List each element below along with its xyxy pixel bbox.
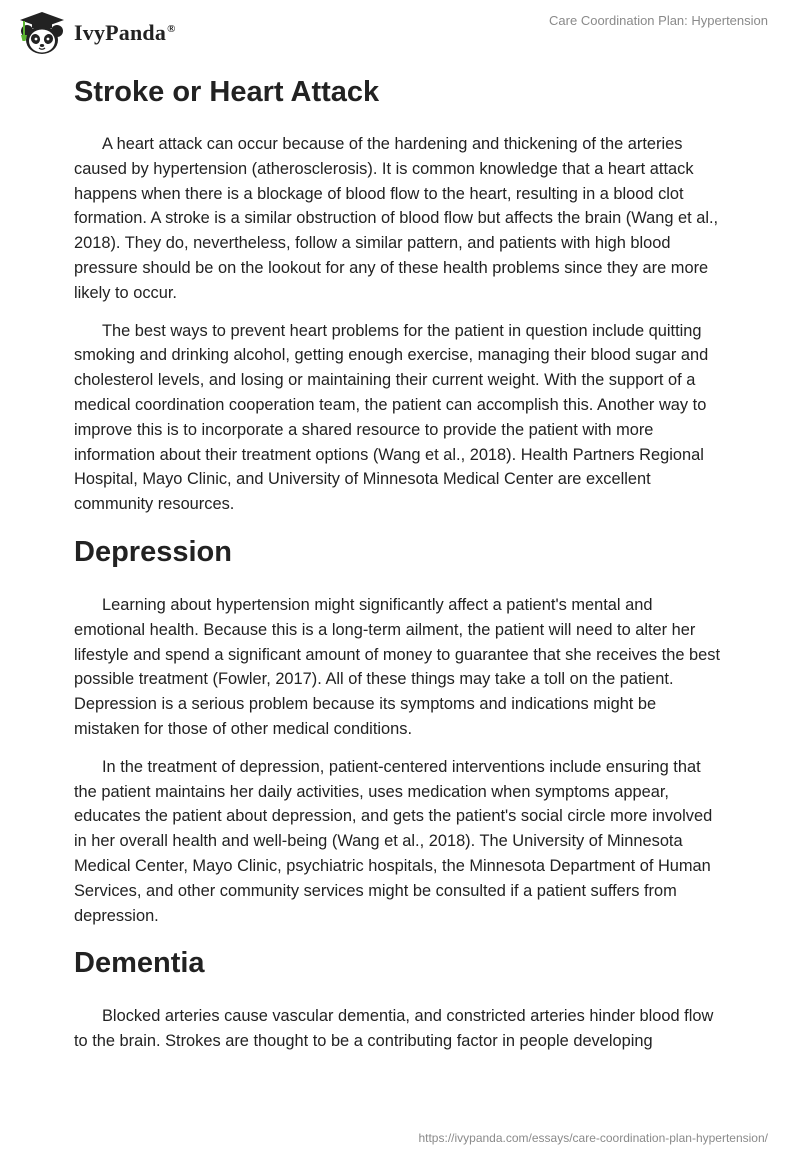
paragraph: Learning about hypertension might significantly affect a patient's mental and emotional health. Because this is a long-term ailment, the patient will need to alter her lifestyle and spend a significant amount of money to guarantee that she receives the best possible treatment (Fowler, 2017). All of these things may take a toll on the patient. Depression is a serious problem because its symptoms and indications might be mistaken for those of other medical conditions. [74, 595, 721, 738]
panda-graduation-cap-icon [14, 8, 70, 58]
logo[interactable] [14, 8, 176, 58]
paragraph: The best ways to prevent heart problems for the patient in question include quitting smoking and drinking alcohol, getting enough exercise, managing their blood sugar and cholesterol levels, and losing or maintaining their current weight. With the support of a medical coordination cooperation team, the patient can accomplish this. Another way to improve this is to incorporate a shared resource to provide the patient with more information about their treatment options (Wang et al., 2018). Health Partners Regional Hospital, Mayo Clinic, and University of Minnesota Medical Center are excellent community resources. [74, 321, 709, 514]
header [0, 0, 800, 64]
document-title: Care Coordination Plan: Hypertension [549, 13, 768, 28]
paragraph: Blocked arteries cause vascular dementia, and constricted arteries hinder blood flow to the brain. Strokes are thought to be a contributing factor in people developing [74, 1007, 714, 1051]
section-heading: Depression [74, 535, 232, 568]
article-body [74, 70, 726, 1067]
section-heading: Stroke or Heart Attack [74, 76, 380, 108]
brand-name: IvyPanda® [74, 20, 176, 45]
paragraph: A heart attack can occur because of the hardening and thickening of the arteries caused by hypertension (atherosclerosis). It is common knowledge that a heart attack happens when there is a blockage of blood flow to the heart, resulting in a blood clot formation. A stroke is a similar obstruction of blood flow but affects the brain (Wang et al., 2018). They do, nevertheless, follow a similar pattern, and patients with high blood pressure should be on the lookout for any of these health problems since they are more likely to occur. [74, 135, 719, 302]
paragraph: In the treatment of depression, patient-centered interventions include ensuring that the patient maintains her daily activities, uses medication when symptoms appear, educates the patient about depression, and gets the patient's social circle more involved in her overall health and well-being (Wang et al., 2018). The University of Minnesota Medical Center, Mayo Clinic, psychiatric hospitals, the Minnesota Department of Human Services, and other community services might be consulted if a patient suffers from depression. [74, 757, 713, 925]
registered-mark: ® [167, 22, 176, 35]
section-heading: Dementia [74, 947, 205, 980]
source-url[interactable]: https://ivypanda.com/essays/care-coordination-plan-hypertension/ [418, 1131, 768, 1145]
